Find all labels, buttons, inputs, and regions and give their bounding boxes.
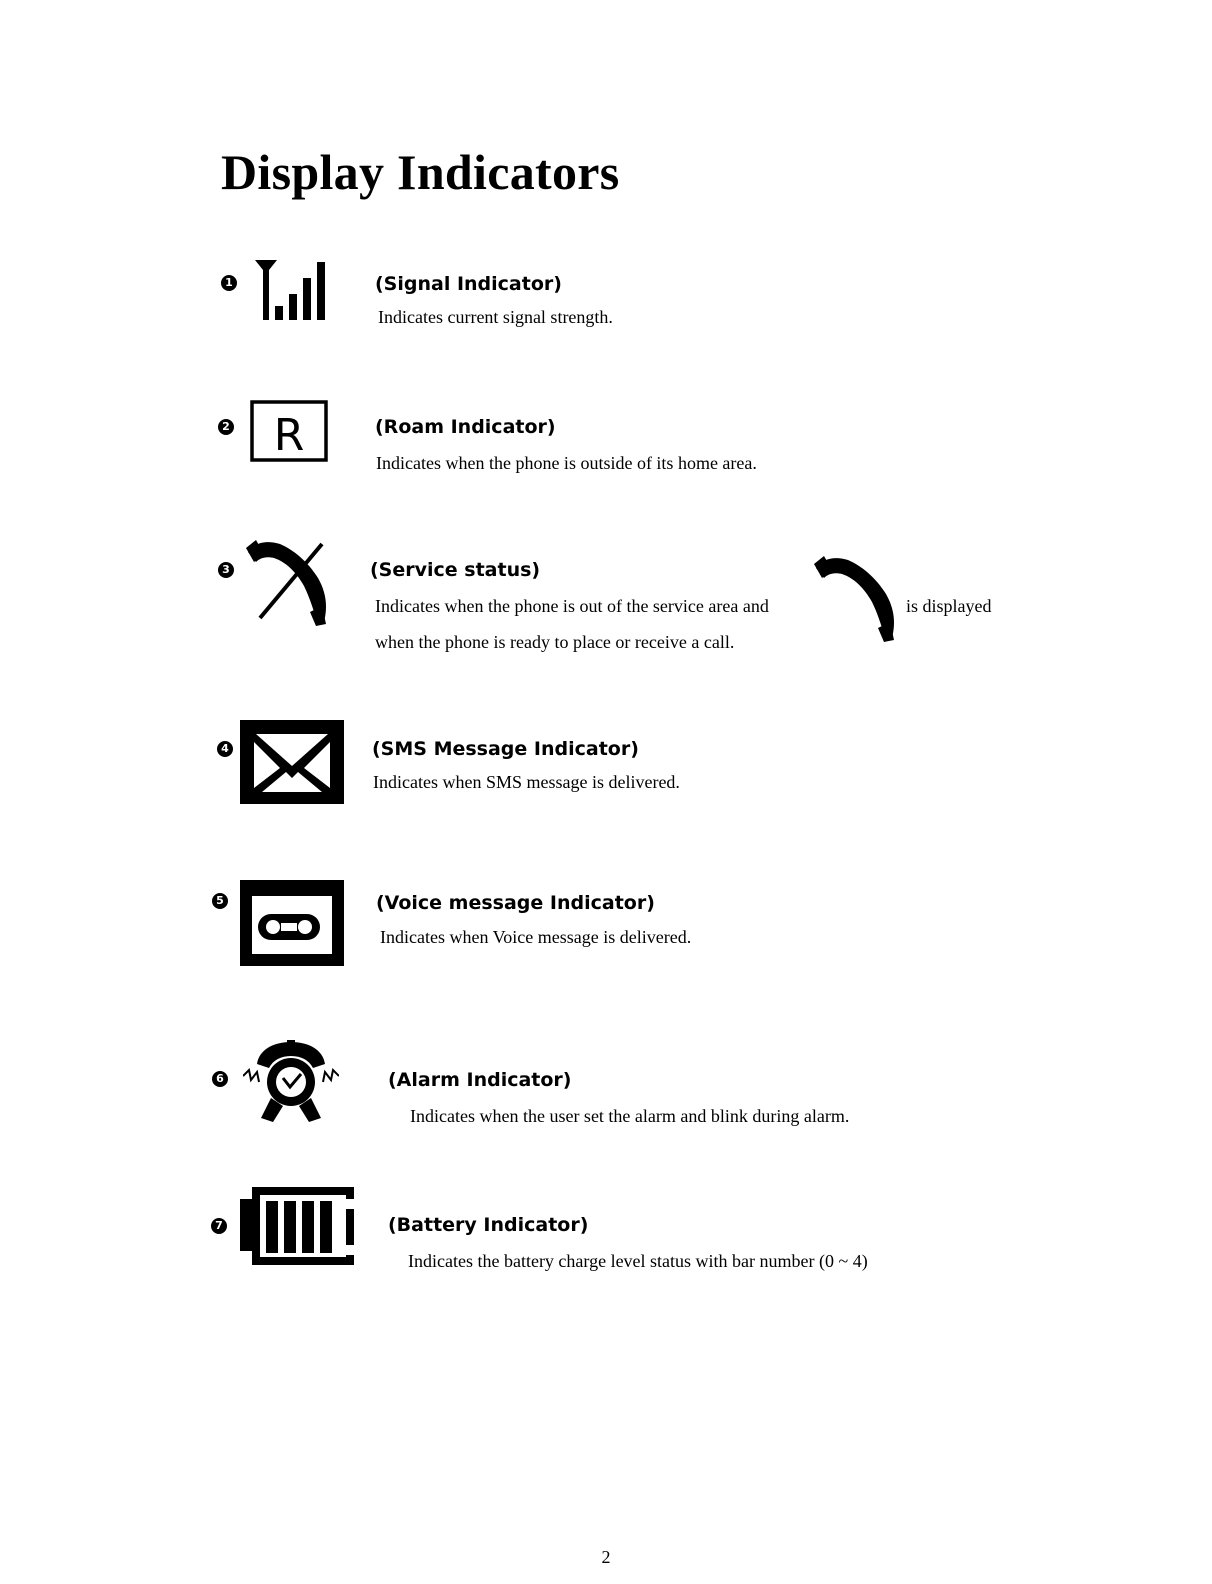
cassette-tape-icon	[240, 880, 344, 966]
item-description: Indicates the battery charge level status with bar number (0 ~ 4)	[408, 1251, 868, 1271]
item-description-line-1: Indicates when the phone is out of the service area and	[375, 596, 769, 616]
roam-letter: R	[273, 410, 305, 461]
signal-strength-icon	[255, 260, 327, 322]
item-title: (SMS Message Indicator)	[372, 738, 639, 760]
handset-crossed-icon	[246, 540, 330, 626]
item-description: Indicates when SMS message is delivered.	[373, 772, 680, 792]
item-number-badge: 6	[212, 1071, 228, 1087]
item-description-suffix: is displayed	[906, 596, 992, 616]
item-number-badge: 3	[218, 562, 234, 578]
item-description-line-2: when the phone is ready to place or receive a call.	[375, 632, 735, 652]
item-title: (Voice message Indicator)	[376, 892, 655, 914]
page-number: 2	[601, 1547, 611, 1567]
item-title: (Alarm Indicator)	[388, 1069, 572, 1091]
item-description: Indicates when the user set the alarm and blink during alarm.	[410, 1106, 850, 1126]
handset-icon	[814, 556, 898, 642]
item-number-badge: 4	[217, 741, 233, 757]
roam-r-box-icon	[250, 400, 330, 464]
envelope-icon	[240, 720, 344, 804]
page-title: Display Indicators	[221, 144, 620, 200]
item-title: (Battery Indicator)	[388, 1214, 589, 1236]
item-description: Indicates when Voice message is delivered.	[380, 927, 692, 947]
item-description: Indicates current signal strength.	[378, 307, 613, 327]
item-number-badge: 1	[221, 275, 237, 291]
item-description: Indicates when the phone is outside of its home area.	[376, 453, 757, 473]
item-title: (Signal Indicator)	[375, 273, 562, 295]
item-number-badge: 7	[211, 1218, 227, 1234]
item-title: (Service status)	[370, 559, 541, 581]
item-number-badge: 2	[218, 419, 234, 435]
item-number-badge: 5	[212, 893, 228, 909]
item-title: (Roam Indicator)	[375, 416, 556, 438]
alarm-clock-icon	[243, 1040, 339, 1124]
battery-icon	[240, 1185, 358, 1269]
